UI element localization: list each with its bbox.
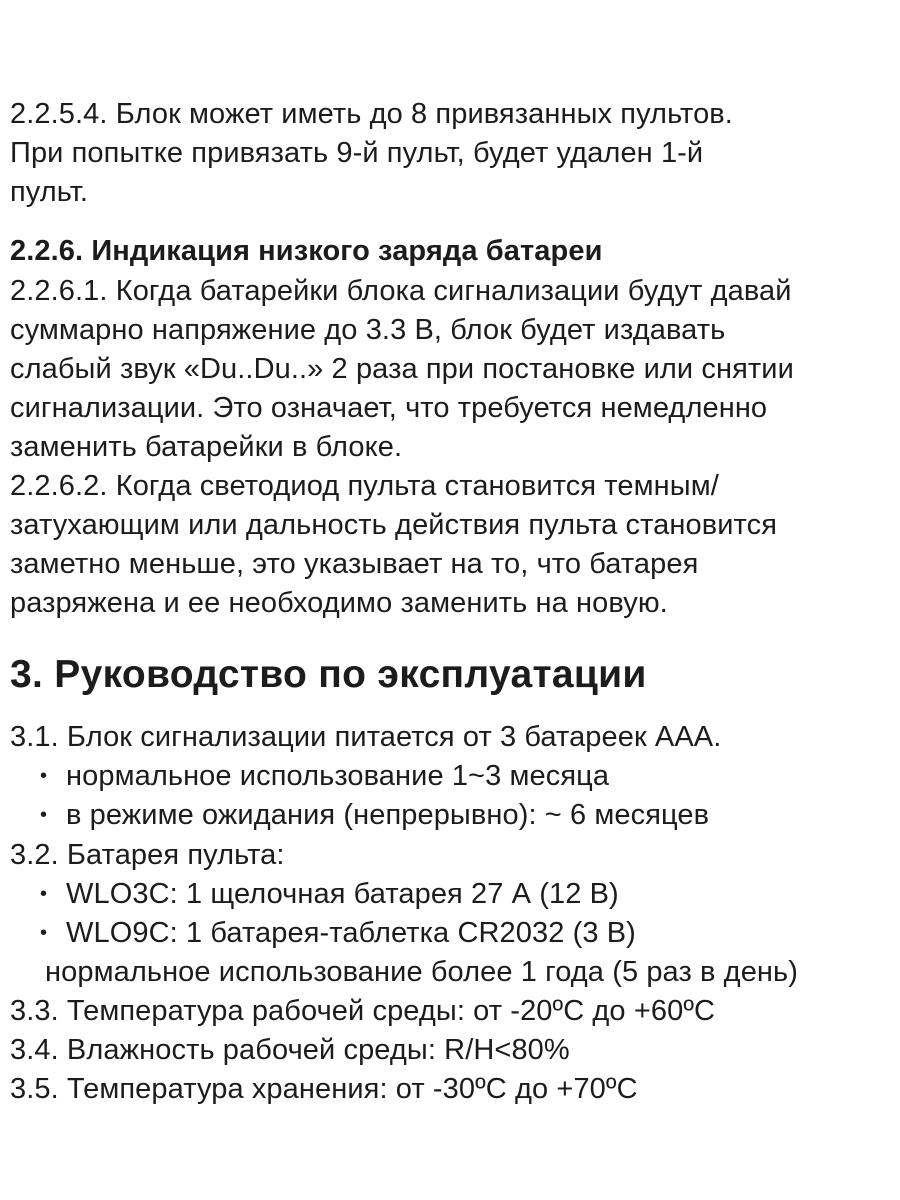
heading-3: 3. Руководство по эксплуатации bbox=[10, 653, 647, 696]
paragraph-2-2-5-4-line-1: 2.2.5.4. Блок может иметь до 8 привязанных пультов. bbox=[10, 98, 733, 130]
item-3-2: 3.2. Батарея пульта: bbox=[10, 839, 285, 871]
paragraph-2-2-6-1-line-2: суммарно напряжение до 3.3 В, блок будет издавать bbox=[10, 314, 726, 346]
item-3-3: 3.3. Температура рабочей среды: от -20ºC до +60ºC bbox=[10, 995, 716, 1027]
list-item-text: WLO3C: 1 щелочная батарея 27 А (12 В) bbox=[66, 878, 619, 910]
heading-2-2-6: 2.2.6. Индикация низкого заряда батареи bbox=[10, 235, 603, 267]
list-item bbox=[40, 875, 619, 913]
paragraph-2-2-5-4-line-3: пульт. bbox=[10, 176, 89, 208]
list-item-text: нормальное использование 1~3 месяца bbox=[66, 760, 610, 792]
item-3-5: 3.5. Температура хранения: от -30ºC до +70ºC bbox=[10, 1073, 638, 1105]
list-item bbox=[40, 914, 636, 952]
paragraph-2-2-6-2-line-4: разряжена и ее необходимо заменить на новую. bbox=[10, 587, 668, 619]
item-3-1: 3.1. Блок сигнализации питается от 3 батареек ААА. bbox=[10, 721, 722, 753]
paragraph-2-2-6-1-line-5: заменить батарейки в блоке. bbox=[10, 431, 403, 463]
paragraph-2-2-6-1-line-3: слабый звук «Du..Du..» 2 раза при постановке или снятии bbox=[10, 353, 794, 385]
bullet-icon: • bbox=[40, 883, 48, 905]
list-item-text: WLO9C: 1 батарея-таблетка CR2032 (3 В) bbox=[66, 917, 636, 949]
item-3-2-note: нормальное использование более 1 года (5 раз в день) bbox=[45, 956, 799, 988]
list-item-text: в режиме ожидания (непрерывно): ~ 6 месяцев bbox=[66, 799, 710, 831]
bullet-icon: • bbox=[40, 922, 48, 944]
paragraph-2-2-6-2-line-3: заметно меньше, это указывает на то, что батарея bbox=[10, 548, 699, 580]
paragraph-2-2-6-1-line-4: сигнализации. Это означает, что требуется немедленно bbox=[10, 392, 768, 424]
item-3-4: 3.4. Влажность рабочей среды: R/H<80% bbox=[10, 1034, 570, 1066]
list-item bbox=[40, 796, 709, 834]
paragraph-2-2-6-2-line-1: 2.2.6.2. Когда светодиод пульта становится темным/ bbox=[10, 470, 719, 502]
paragraph-2-2-5-4-line-2: При попытке привязать 9-й пульт, будет удален 1-й bbox=[10, 137, 704, 169]
list-item bbox=[40, 757, 609, 795]
bullet-icon: • bbox=[40, 804, 48, 826]
paragraph-2-2-6-2-line-2: затухающим или дальность действия пульта становится bbox=[10, 509, 778, 541]
paragraph-2-2-6-1-line-1: 2.2.6.1. Когда батарейки блока сигнализации будут давай bbox=[10, 275, 792, 307]
bullet-icon: • bbox=[40, 765, 48, 787]
